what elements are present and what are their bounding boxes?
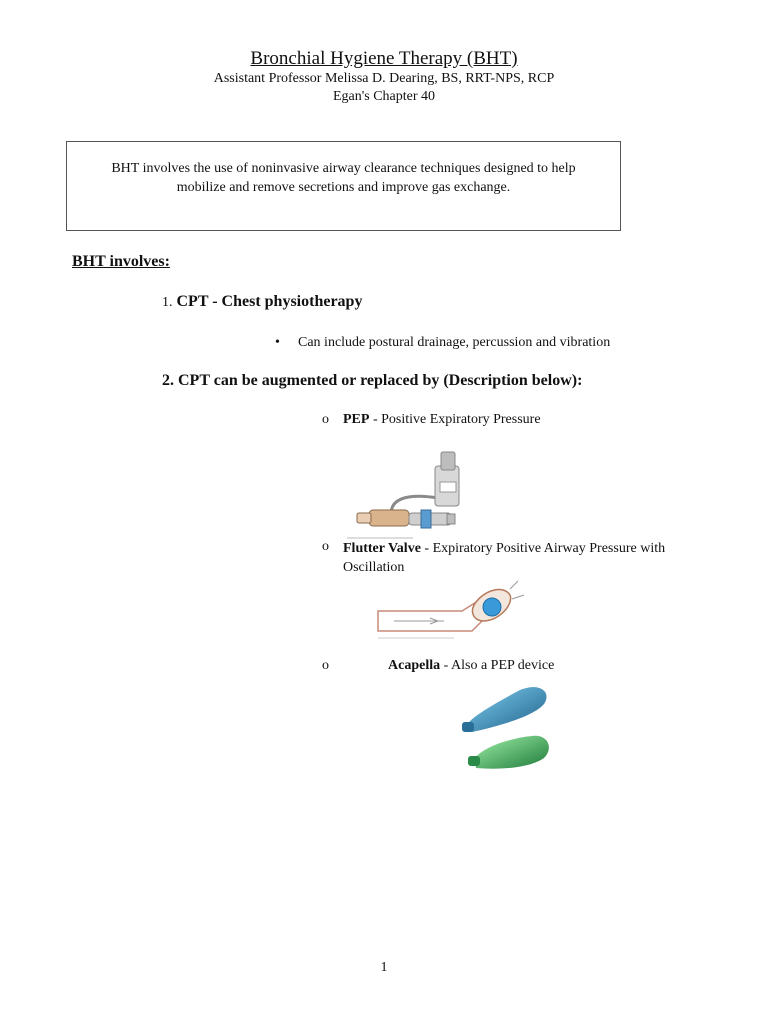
item-number: 1.: [162, 295, 173, 310]
section-heading: BHT involves:: [72, 253, 170, 270]
option-description: - Expiratory Positive Airway Pressure with Oscillation: [343, 541, 666, 575]
page-number: 1: [380, 960, 388, 975]
author-line: Assistant Professor Melissa D. Dearing, BS, RRT-NPS, RCP: [213, 71, 555, 86]
option-name: Acapella: [388, 658, 441, 673]
summary-box: [66, 141, 621, 231]
option-description: - Also a PEP device: [440, 658, 555, 673]
acapella-device-photo: [460, 682, 556, 778]
bullet-icon: •: [275, 335, 280, 350]
document-title: Bronchial Hygiene Therapy (BHT): [250, 48, 518, 69]
bullet-text: Can include postural drainage, percussion and vibration: [298, 335, 611, 350]
chapter-reference: Egan's Chapter 40: [332, 89, 436, 104]
circle-bullet-icon: o: [322, 539, 329, 554]
circle-bullet-icon: o: [322, 412, 329, 427]
bullet-item: [275, 335, 610, 351]
summary-text: BHT involves the use of noninvasive airway clearance techniques designed to help mobilize and remove secretions and improve gas exchange.: [111, 161, 576, 195]
pep-device-illustration: [343, 446, 475, 539]
list-item-augmented: 2. CPT can be augmented or replaced by (Description below):: [162, 372, 583, 389]
option-name: PEP: [343, 412, 370, 427]
item-text: CPT - Chest physiotherapy: [176, 293, 363, 310]
option-description: - Positive Expiratory Pressure: [369, 412, 541, 427]
option-name: Flutter Valve: [343, 541, 421, 556]
flutter-valve-illustration: [374, 575, 530, 641]
circle-bullet-icon: o: [322, 658, 329, 673]
list-item-cpt: [162, 293, 362, 311]
